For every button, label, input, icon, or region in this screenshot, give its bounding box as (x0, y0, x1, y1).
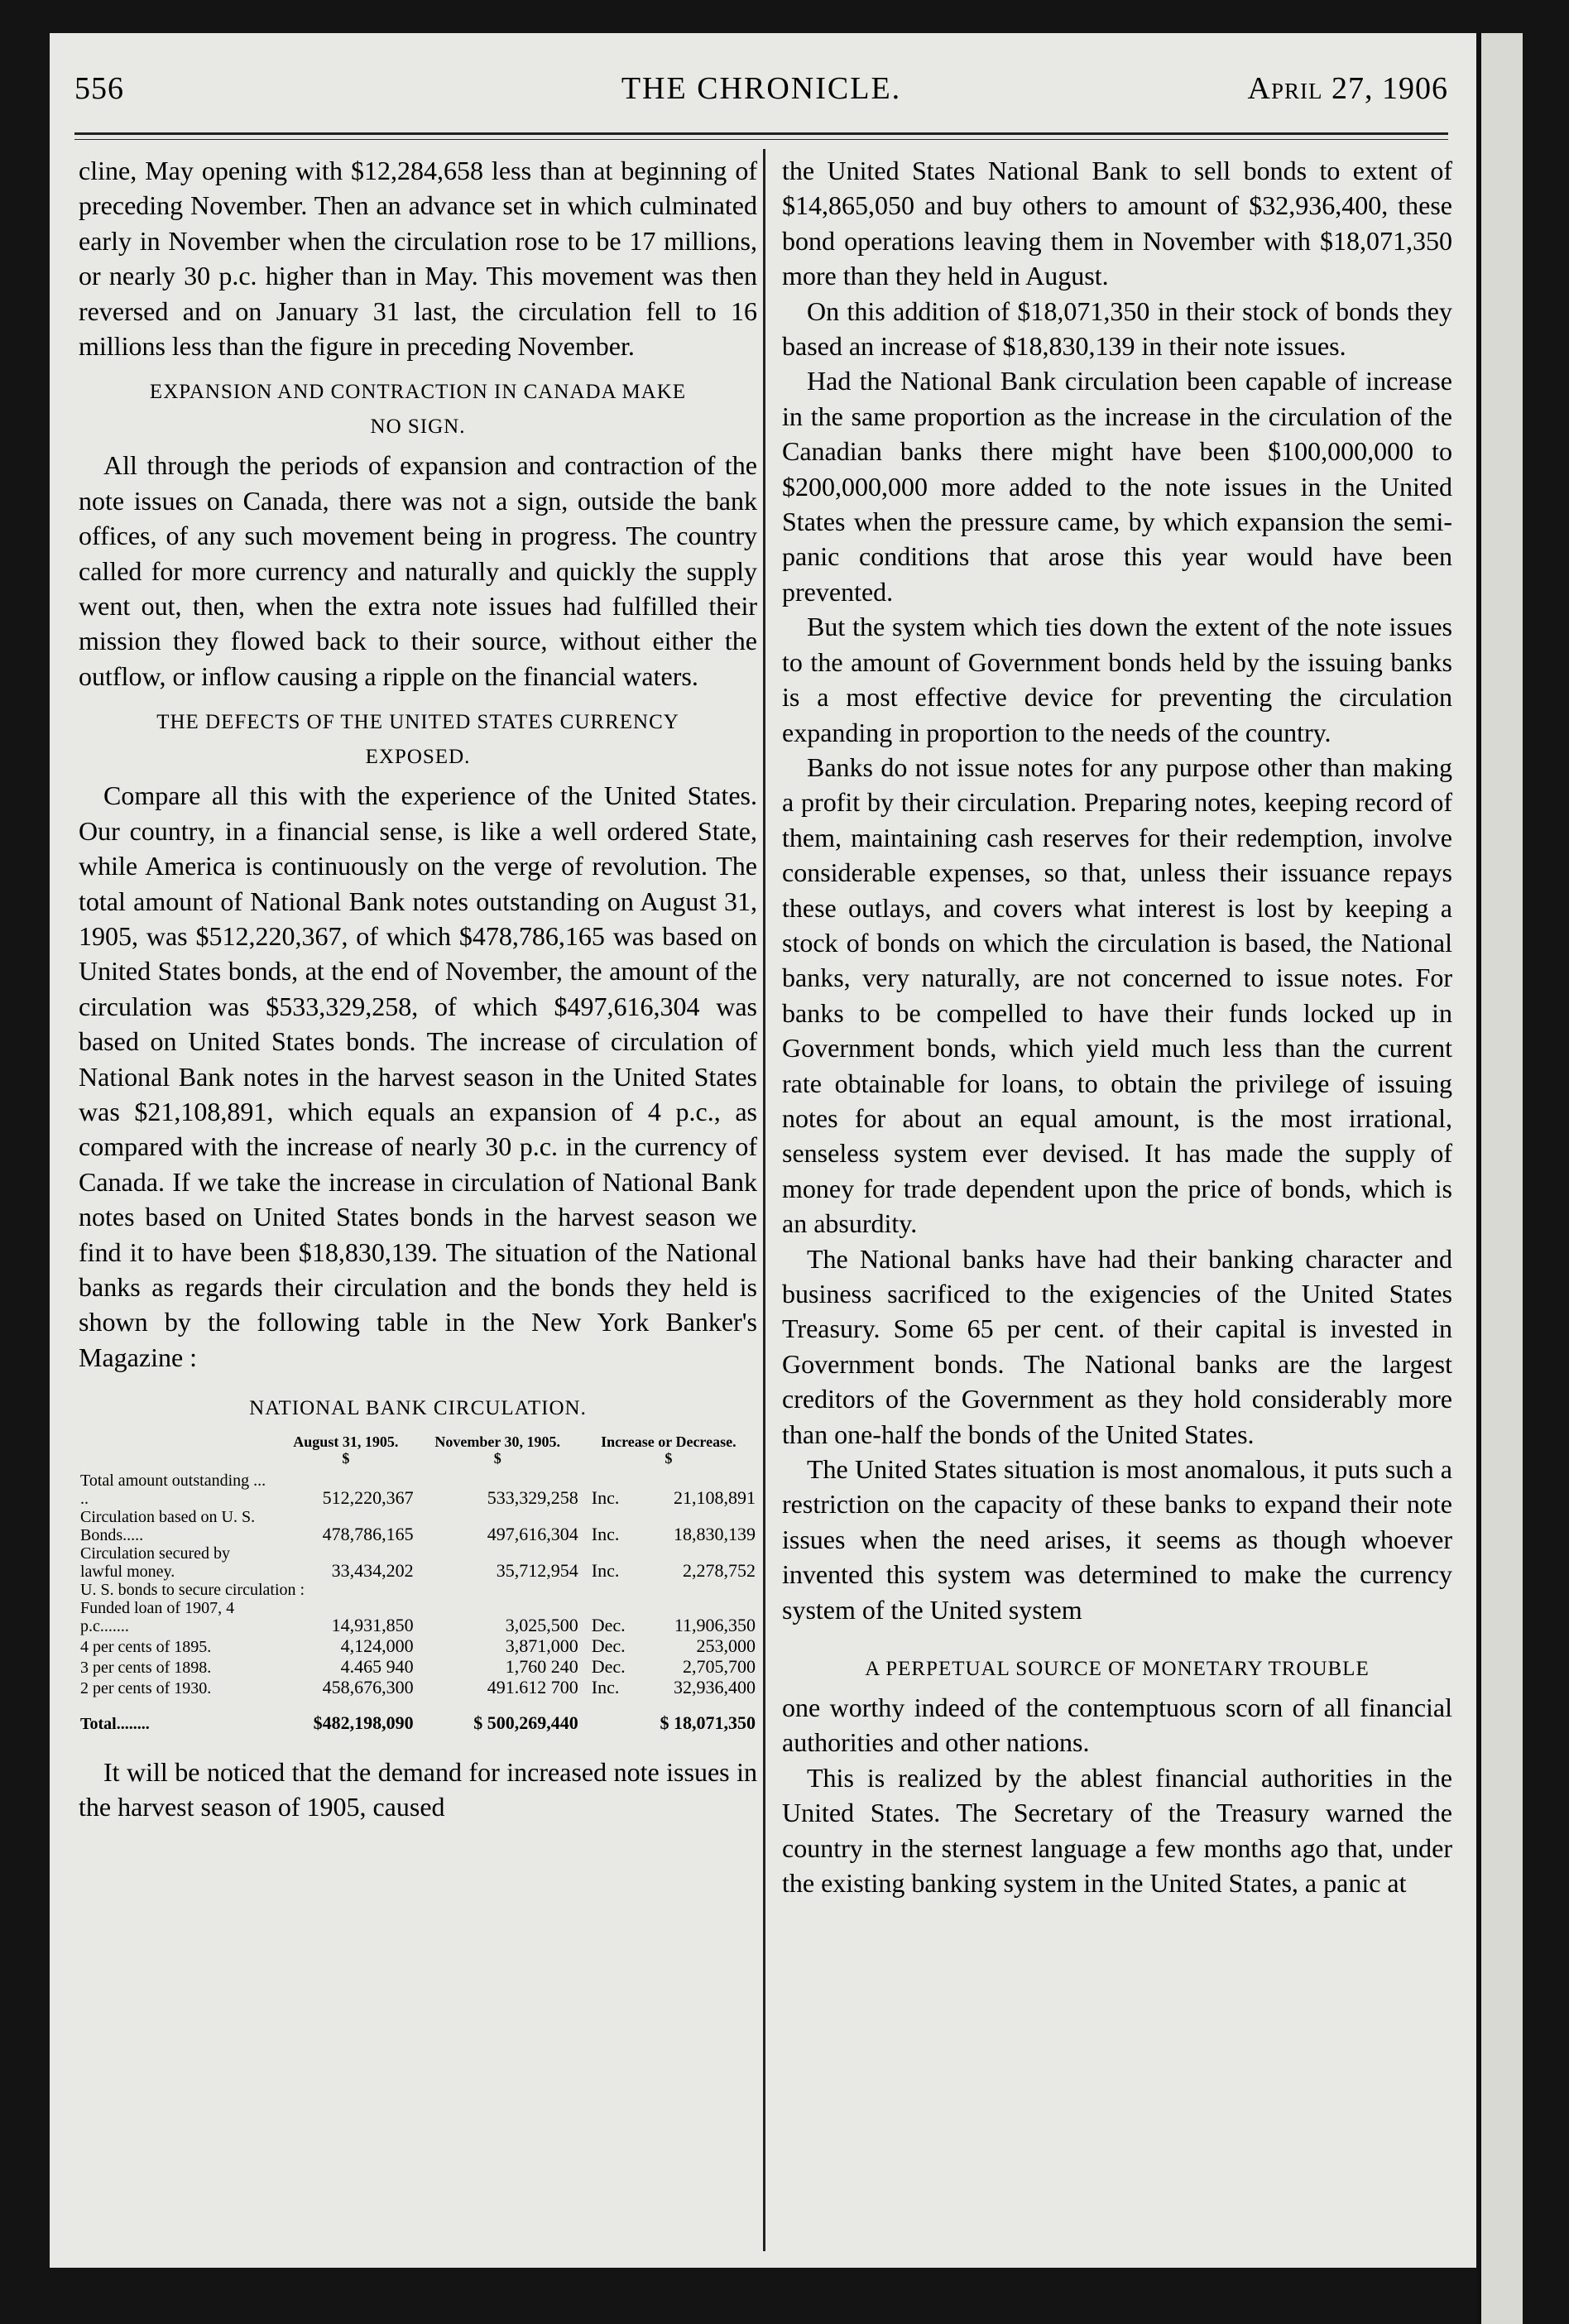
cell-change: 2,278,752 (683, 1559, 756, 1581)
right-paragraph-9: This is realized by the ablest financial authorities in the United States. The Secretary of the Treasury warned the country in the sternest language a few months ago that, under the existing banking system in the United States, a panic at (782, 1762, 1452, 1899)
table-row (79, 1635, 757, 1656)
cell-change: 18,830,139 (674, 1523, 756, 1544)
page-header (74, 46, 1448, 106)
cell-nov: 3,871,000 (505, 1635, 578, 1656)
row-label: 4 per cents of 1895. (80, 1637, 212, 1656)
right-paragraph-2: On this addition of $18,071,350 in their stock of bonds they based an increase of $18,830,139 in their note issues. (782, 295, 1452, 362)
right-paragraph-8: one worthy indeed of the contemptuous scorn of all financial authorities and other nations. (782, 1693, 1452, 1758)
section-heading-canada-line2: NO SIGN. (370, 415, 466, 439)
cell-aug: 512,220,367 (322, 1486, 414, 1508)
cell-aug: 14,931,850 (331, 1614, 414, 1635)
section-heading-defects-line1: THE DEFECTS OF THE UNITED STATES CURRENCY (156, 711, 679, 734)
cell-aug: 478,786,165 (322, 1523, 414, 1544)
cell-aug: 33,434,202 (331, 1559, 414, 1581)
cell-direction: Dec. (591, 1635, 626, 1656)
row-label: 2 per cents of 1930. (80, 1678, 212, 1697)
section-heading-defects (79, 705, 757, 775)
cell-direction: Inc. (591, 1523, 620, 1544)
table-row (79, 1677, 757, 1697)
cell-change: 32,936,400 (674, 1676, 756, 1697)
cell-direction: Inc. (591, 1676, 620, 1697)
left-paragraph-2: All through the periods of expansion and contraction of the note issues on Canada, there was not a sign, outside the bank offices, of any such movement being in progress. The country called for more currency and naturally and quickly the supply went out, then, when the extra note issues had fulfilled their mission they flowed back to their source, without either the outflow, or inflow causing a ripple on the financial waters. (79, 450, 757, 691)
table-row (79, 1581, 757, 1599)
right-paragraph-3: Had the National Bank circulation been capable of increase in the same proportion as the increase in the circulation of the Canadian banks there might have been $100,000,000 to $200,000,000 more added to the note issues in the United States when the pressure came, by which expansion the semi-panic conditions that arose this year would have been prevented. (782, 366, 1452, 607)
circulation-table (79, 1433, 757, 1733)
total-nov: $ 500,269,440 (473, 1712, 578, 1733)
section-heading-canada-line1: EXPANSION AND CONTRACTION IN CANADA MAKE (149, 381, 687, 404)
total-label: Total........ (80, 1714, 150, 1733)
total-change: $ 18,071,350 (660, 1712, 756, 1733)
cell-direction: Dec. (591, 1614, 626, 1635)
cell-direction: Inc. (591, 1559, 620, 1581)
row-label: U. S. bonds to secure circulation : (80, 1580, 305, 1599)
left-paragraph-4: It will be noticed that the demand for increased note issues in the harvest season of 1905, caused (79, 1756, 757, 1822)
cell-nov: 3,025,500 (505, 1614, 578, 1635)
row-label: Total amount outstanding ... .. (80, 1471, 266, 1508)
cell-aug: 4.465 940 (340, 1655, 414, 1677)
cell-change: 11,906,350 (674, 1614, 756, 1635)
right-column (782, 153, 1452, 1901)
cell-direction: Dec. (591, 1655, 626, 1677)
left-paragraph-3: Compare all this with the experience of the United States. Our country, in a financial sense, is like a well ordered State, while America is continuously on the verge of revolution. The total amount of National Bank notes outstanding on August 31, 1905, was $512,220,367, of which $478,786,165 was based on United States bonds, at the end of November, the amount of the circulation was $533,329,258, of which $497,616,304 was based on United States bonds. The increase of circulation of National Bank notes in the harvest season in the United States was $21,108,891, which equals an expansion of 4 p.c., as compared with the increase of nearly 30 p.c. in the currency of Canada. If we take the increase in circulation of National Bank notes based on United States bonds in the harvest season we find it to have been $18,830,139. The situation of the National banks as regards their circulation and the bonds they held is shown by the following table in the New York Banker's Magazine : (79, 780, 757, 1372)
section-heading-defects-line2: EXPOSED. (365, 746, 471, 769)
table-header-change: Increase or Decrease. $ (601, 1433, 737, 1467)
cell-nov: 35,712,954 (496, 1559, 578, 1581)
row-label: Circulation secured by lawful money. (80, 1544, 231, 1581)
left-paragraph-1: cline, May opening with $12,284,658 less than at beginning of preceding November. Then an advance set in which culminated early in November when the circulation rose to be 17 millions, or nearly 30 p.c. higher than in May. This movement was then reversed and on January 31 last, the circulation fell to 16 millions less than the figure in preceding November. (79, 156, 757, 362)
cell-change: 21,108,891 (674, 1486, 756, 1508)
table-row (79, 1472, 757, 1508)
right-paragraph-7: The United States situation is most anomalous, it puts such a restriction on the capacity of these banks to expand their note issues when the need arises, it seems as though whoever invented this system was determined to make the currency system of the United system (782, 1454, 1452, 1625)
row-label: 3 per cents of 1898. (80, 1658, 212, 1677)
table-row (79, 1508, 757, 1544)
cell-aug: 458,676,300 (322, 1676, 414, 1697)
cell-change: 2,705,700 (683, 1655, 756, 1677)
row-label: Funded loan of 1907, 4 p.c....... (80, 1598, 235, 1635)
column-divider (763, 149, 765, 2251)
next-page-edge (1476, 33, 1523, 2324)
table-header-aug: August 31, 1905. $ (293, 1433, 399, 1467)
left-column (79, 153, 757, 1824)
row-label: Circulation based on U. S. Bonds..... (80, 1507, 256, 1544)
header-rule-top (74, 132, 1448, 135)
right-paragraph-4: But the system which ties down the extent of the note issues to the amount of Government bonds held by the issuing banks is a most effective device for preventing the circulation expanding in proportion to the needs of the country. (782, 612, 1452, 747)
journal-title: THE CHRONICLE. (621, 71, 902, 106)
cell-nov: 1,760 240 (505, 1655, 578, 1677)
cell-change: 253,000 (696, 1635, 756, 1656)
right-paragraph-1: the United States National Bank to sell bonds to extent of $14,865,050 and buy others to amount of $32,936,400, these bond operations leaving them in November with $18,071,350 more than they held in August. (782, 156, 1452, 291)
cell-nov: 491.612 700 (487, 1676, 578, 1697)
table-row (79, 1656, 757, 1677)
header-rule-bottom (74, 139, 1448, 140)
cell-nov: 533,329,258 (487, 1486, 578, 1508)
page-number: 556 (74, 71, 124, 106)
section-heading-monetary-trouble: A PERPETUAL SOURCE OF MONETARY TROUBLE (865, 1658, 1370, 1681)
right-paragraph-5: Banks do not issue notes for any purpose other than making a profit by their circulation. Preparing notes, keeping record of them, maintaining cash reserves for their redemption, involve considerable expenses, so that, unless their issuance repays these outlays, and covers what interest is lost by keeping a stock of bonds on which the circulation is based, the National banks, very naturally, are not concerned to issue notes. For banks to be compelled to have their funds locked up in Government bonds, which yield much less than the current rate obtainable for loans, to obtain the privilege of issuing notes for about an equal amount, is the most irrational, senseless system ever devised. It has made the supply of money for trade dependent upon the price of bonds, which is an absurdity. (782, 751, 1452, 1239)
total-aug: $482,198,090 (313, 1712, 414, 1733)
table-row (79, 1544, 757, 1581)
cell-aug: 4,124,000 (340, 1635, 414, 1656)
table-header-nov: November 30, 1905. $ (434, 1433, 561, 1467)
table-title: NATIONAL BANK CIRCULATION. (249, 1397, 587, 1420)
issue-date: April 27, 1906 (1247, 71, 1448, 106)
right-paragraph-6: The National banks have had their banking character and business sacrificed to the exigencies of the United States Treasury. Some 65 per cent. of their capital is invested in Government bonds. The National banks are the largest creditors of the Government as they hold considerably more than one-half the bonds of the United States. (782, 1243, 1452, 1449)
cell-direction: Inc. (591, 1486, 620, 1508)
table-total-row (79, 1697, 757, 1733)
cell-nov: 497,616,304 (487, 1523, 578, 1544)
table-header-label (79, 1433, 276, 1472)
section-heading-canada (79, 375, 757, 444)
table-row (79, 1599, 757, 1635)
